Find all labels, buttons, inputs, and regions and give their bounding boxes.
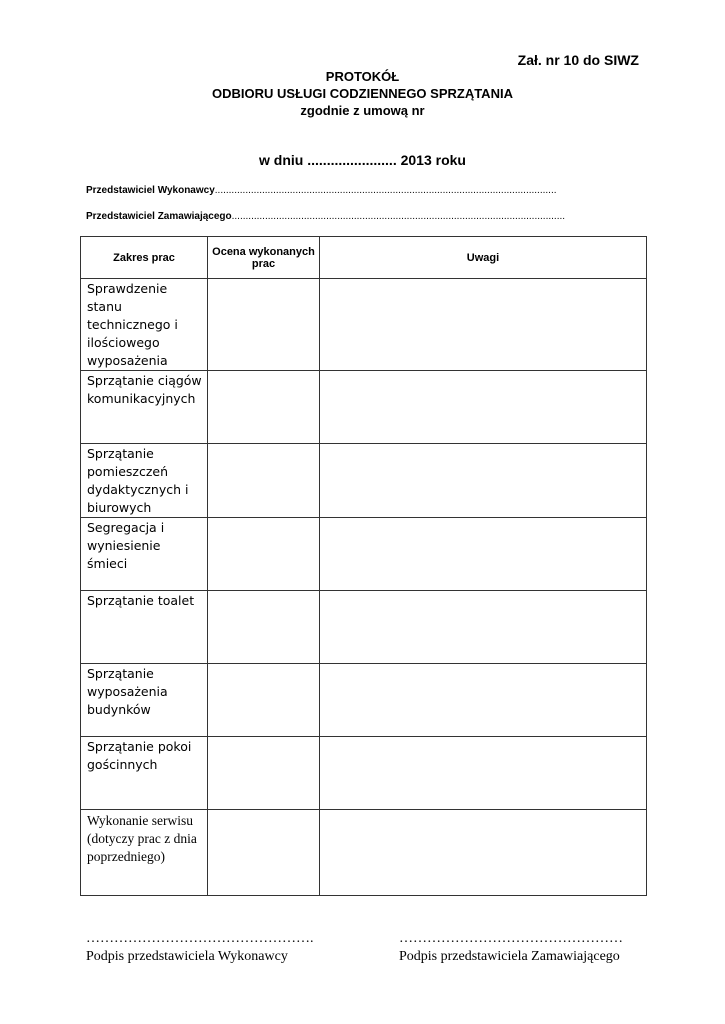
rating-cell[interactable] <box>208 591 320 664</box>
contractor-representative-line[interactable] <box>86 185 646 196</box>
table-row <box>81 737 647 810</box>
document-title: PROTOKÓŁ <box>325 69 400 84</box>
client-signature[interactable] <box>399 930 623 966</box>
acceptance-table <box>80 236 647 896</box>
table-row <box>81 279 647 371</box>
notes-cell[interactable] <box>320 518 647 591</box>
table-row <box>81 810 647 896</box>
notes-cell[interactable] <box>320 737 647 810</box>
notes-cell[interactable] <box>320 444 647 518</box>
rating-cell[interactable] <box>208 737 320 810</box>
task-cell: Sprzątanie pomieszczeń dydaktycznych i biurowych <box>81 444 208 518</box>
contractor-signature[interactable] <box>86 930 314 966</box>
contractor-label: Przedstawiciel Wykonawcy <box>86 185 215 196</box>
rating-cell[interactable] <box>208 371 320 444</box>
signature-label: Podpis przedstawiciela Wykonawcy <box>86 949 288 964</box>
notes-cell[interactable] <box>320 371 647 444</box>
client-dots: ........................................................................................................................ <box>231 211 566 222</box>
header-scope: Zakres prac <box>81 237 208 279</box>
signature-dots: ………………………………………… <box>399 931 623 946</box>
contract-reference: zgodnie z umową nr <box>300 103 425 118</box>
date-line: w dniu ....................... 2013 roku <box>259 152 466 168</box>
task-cell: Sprawdzenie stanu technicznego i ilościowego wyposażenia <box>81 279 208 371</box>
rating-cell[interactable] <box>208 518 320 591</box>
header-rating: Ocena wykonanych prac <box>208 237 320 279</box>
table-row <box>81 664 647 737</box>
signature-label: Podpis przedstawiciela Zamawiającego <box>399 949 620 964</box>
task-cell: Sprzątanie pokoi gościnnych <box>81 737 208 810</box>
task-cell: Sprzątanie ciągów komunikacyjnych <box>81 371 208 444</box>
table-row <box>81 518 647 591</box>
table-row <box>81 591 647 664</box>
contractor-dots: ........................................................................................................................... <box>214 185 557 196</box>
attachment-label: Zał. nr 10 do SIWZ <box>517 52 639 68</box>
notes-cell[interactable] <box>320 279 647 371</box>
rating-cell[interactable] <box>208 810 320 896</box>
client-representative-line[interactable] <box>86 211 646 222</box>
rating-cell[interactable] <box>208 279 320 371</box>
notes-cell[interactable] <box>320 664 647 737</box>
table-row <box>81 371 647 444</box>
notes-cell[interactable] <box>320 810 647 896</box>
table-row <box>81 444 647 518</box>
header-notes: Uwagi <box>320 237 647 279</box>
task-cell: Sprzątanie toalet <box>81 591 208 664</box>
signature-dots: …………………………………………. <box>86 931 314 946</box>
rating-cell[interactable] <box>208 664 320 737</box>
document-subtitle: ODBIORU USŁUGI CODZIENNEGO SPRZĄTANIA <box>212 86 513 101</box>
task-cell: Segregacja i wyniesienie śmieci <box>81 518 208 591</box>
client-label: Przedstawiciel Zamawiającego <box>86 211 232 222</box>
notes-cell[interactable] <box>320 591 647 664</box>
task-cell: Wykonanie serwisu (dotyczy prac z dnia poprzedniego) <box>81 810 208 896</box>
task-cell: Sprzątanie wyposażenia budynków <box>81 664 208 737</box>
rating-cell[interactable] <box>208 444 320 518</box>
